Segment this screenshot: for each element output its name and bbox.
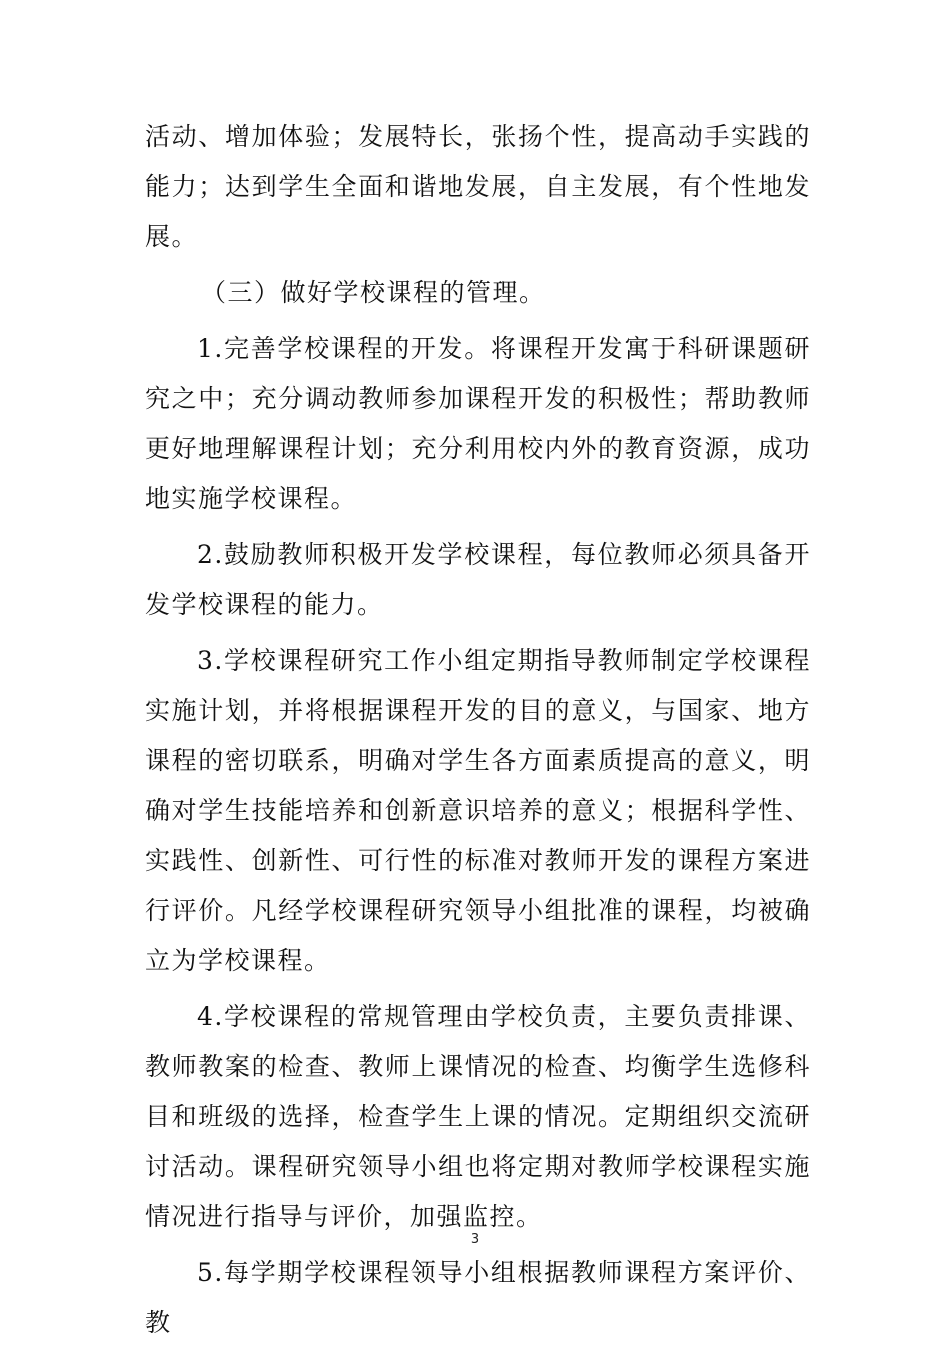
page-number: 3: [470, 1232, 480, 1247]
paragraph-item-1: 1.完善学校课程的开发。将课程开发寓于科研课题研究之中；充分调动教师参加课程开发的积极性；帮助教师更好地理解课程计划；充分利用校内外的教育资源，成功地实施学校课程。: [145, 334, 811, 513]
paragraph-item-3: 3.学校课程研究工作小组定期指导教师制定学校课程实施计划，并将根据课程开发的目的意义，与国家、地方课程的密切联系，明确对学生各方面素质提高的意义，明确对学生技能培养和创新意识培养的意义；根据科学性、实践性、创新性、可行性的标准对教师开发的课程方案进行评价。凡经学校课程研究领导小组批准的课程，均被确立为学校课程。: [145, 646, 811, 975]
paragraph-continuation: 活动、增加体验；发展特长，张扬个性，提高动手实践的能力；达到学生全面和谐地发展，自主发展，有个性地发展。: [145, 122, 811, 251]
section-heading: （三）做好学校课程的管理。: [201, 278, 546, 307]
paragraph-item-5: 5.每学期学校课程领导小组根据教师课程方案评价、教: [145, 1258, 811, 1337]
document-body: [145, 112, 811, 1354]
paragraph-item-2: 2.鼓励教师积极开发学校课程，每位教师必须具备开发学校课程的能力。: [145, 540, 811, 619]
paragraph-item-4: 4.学校课程的常规管理由学校负责，主要负责排课、教师教案的检查、教师上课情况的检查、均衡学生选修科目和班级的选择，检查学生上课的情况。定期组织交流研讨活动。课程研究领导小组也将定期对教师学校课程实施情况进行指导与评价，加强监控。: [145, 1002, 811, 1231]
